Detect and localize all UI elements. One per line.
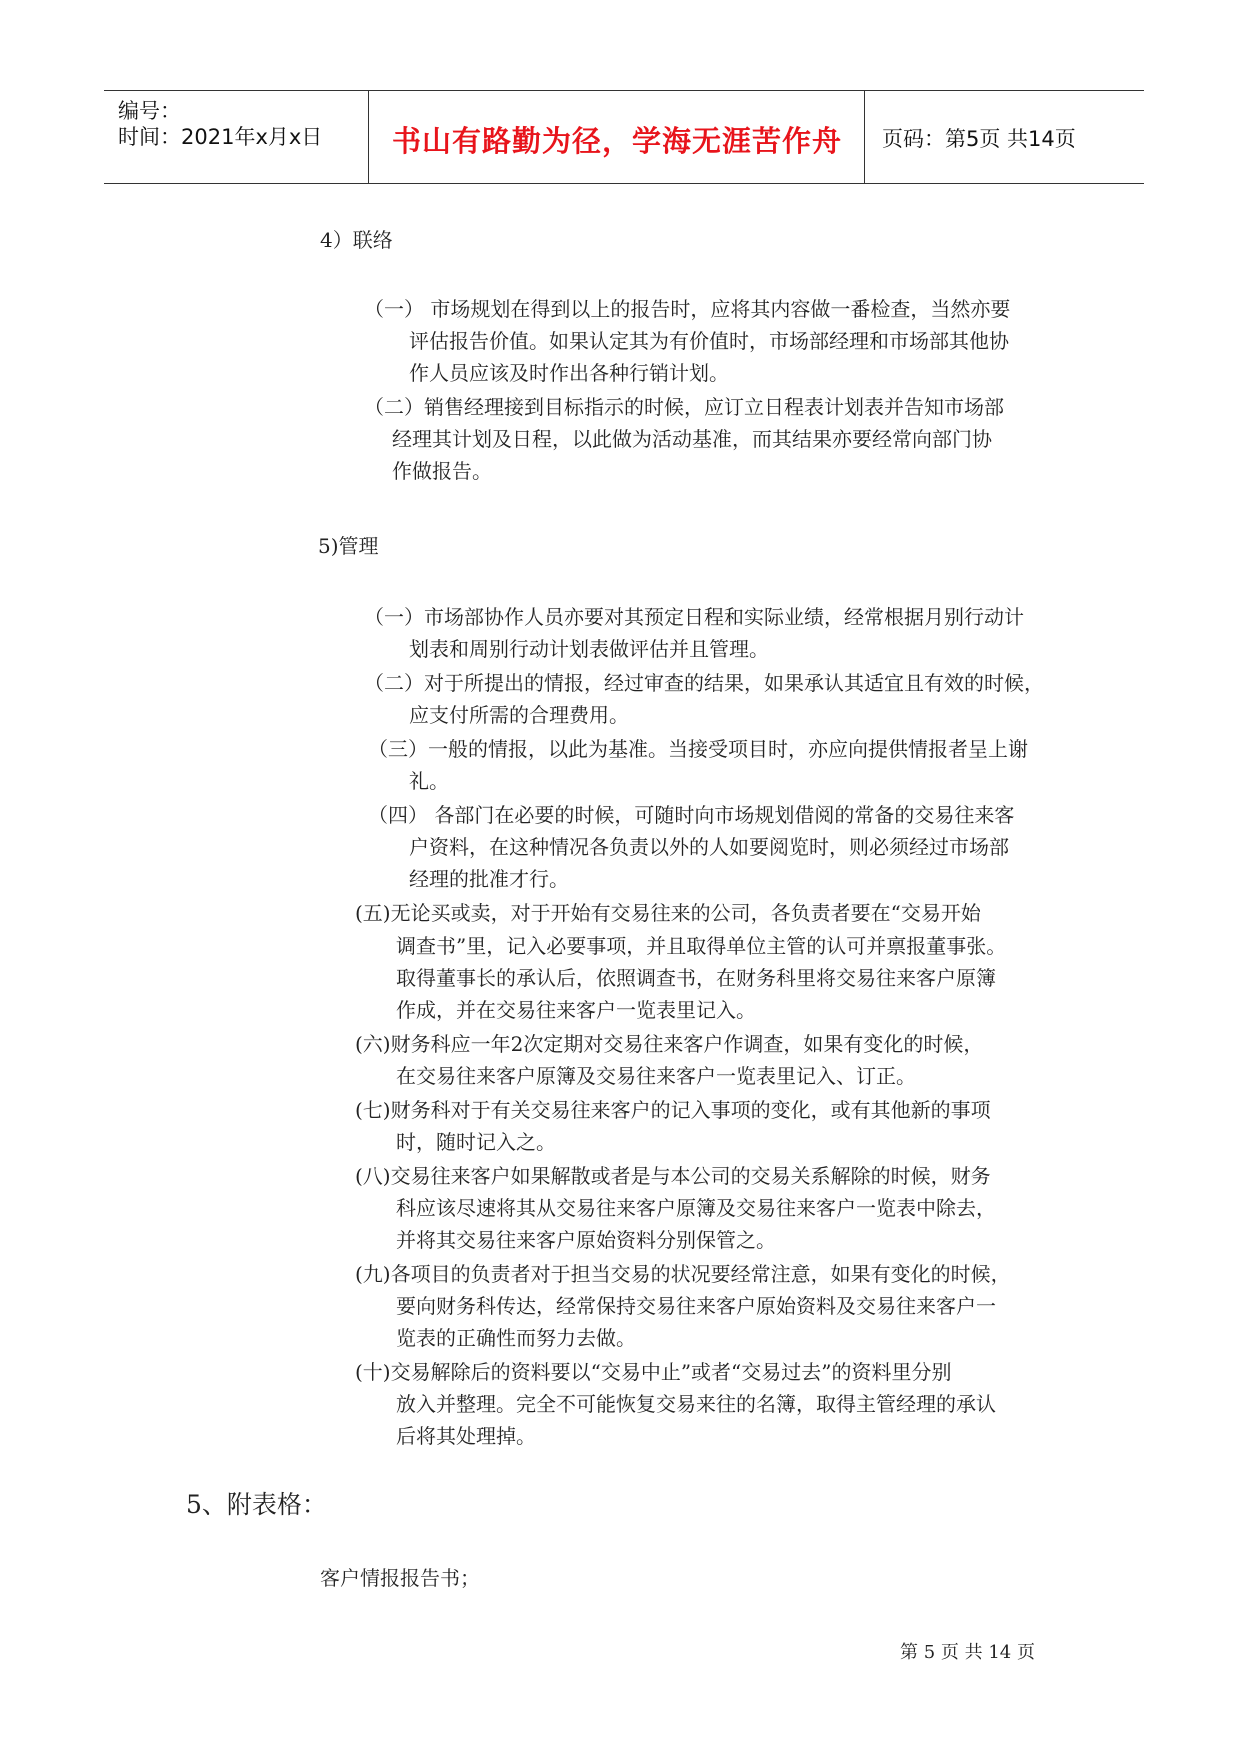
text-line: （四） 各部门在必要的时候，可随时向市场规划借阅的常备的交易往来客 [368, 803, 1015, 827]
header-middle-cell [370, 91, 865, 183]
text-line: 经理其计划及日程，以此做为活动基准，而其结果亦要经常向部门协 [392, 427, 992, 451]
text-line: （一） 市场规划在得到以上的报告时，应将其内容做一番检查，当然亦要 [364, 297, 1011, 321]
page-footer: 第 5 页 共 14 页 [900, 1642, 1035, 1663]
text-line: 经理的批准才行。 [409, 867, 569, 891]
text-line: 应支付所需的合理费用。 [409, 703, 629, 727]
text-line: （二）对于所提出的情报，经过审查的结果，如果承认其适宜且有效的时候， [364, 671, 1044, 695]
section-heading-management: 5)管理 [318, 534, 379, 558]
text-line: 后将其处理掉。 [396, 1424, 536, 1448]
text-line: (九)各项目的负责者对于担当交易的状况要经常注意，如果有变化的时候， [355, 1262, 1011, 1286]
text-line: 礼。 [409, 769, 449, 793]
text-line: 要向财务科传达，经常保持交易往来客户原始资料及交易往来客户一 [396, 1294, 996, 1318]
text-line: 户资料，在这种情况各负责以外的人如要阅览时，则必须经过市场部 [409, 835, 1009, 859]
text-line: （一）市场部协作人员亦要对其预定日程和实际业绩，经常根据月别行动计 [364, 605, 1024, 629]
text-line: 调查书”里，记入必要事项，并且取得单位主管的认可并禀报董事张。 [396, 934, 1007, 958]
section-heading-liaison: 4）联络 [320, 228, 393, 252]
document-number-label: 编号： [118, 99, 181, 123]
document-time-label: 时间：2021年x月x日 [118, 125, 323, 149]
text-line: 放入并整理。完全不可能恢复交易来往的名簿，取得主管经理的承认 [396, 1392, 996, 1416]
attachments-heading: 5、附表格： [186, 1490, 327, 1519]
text-line: （二）销售经理接到目标指示的时候，应订立日程表计划表并告知市场部 [364, 395, 1004, 419]
text-line: 作成，并在交易往来客户一览表里记入。 [396, 998, 756, 1022]
text-line: (七)财务科对于有关交易往来客户的记入事项的变化，或有其他新的事项 [355, 1098, 991, 1122]
text-line: 并将其交易往来客户原始资料分别保管之。 [396, 1228, 776, 1252]
attachment-item: 客户情报报告书； [320, 1566, 480, 1590]
text-line: (五)无论买或卖，对于开始有交易往来的公司，各负责者要在“交易开始 [355, 901, 981, 925]
text-line: 评估报告价值。如果认定其为有价值时，市场部经理和市场部其他协 [409, 329, 1009, 353]
text-line: (六)财务科应一年2次定期对交易往来客户作调查，如果有变化的时候， [355, 1032, 984, 1056]
page-header [104, 90, 1144, 184]
header-right-cell [866, 91, 1144, 183]
text-line: 在交易往来客户原簿及交易往来客户一览表里记入、订正。 [396, 1064, 916, 1088]
header-left-cell [104, 91, 369, 183]
text-line: 作人员应该及时作出各种行销计划。 [409, 361, 729, 385]
text-line: (十)交易解除后的资料要以“交易中止”或者“交易过去”的资料里分别 [355, 1360, 952, 1384]
header-motto: 书山有路勤为径，学海无涯苦作舟 [391, 124, 842, 158]
header-page-label: 页码：第5页 共14页 [882, 127, 1076, 151]
text-line: 作做报告。 [392, 459, 492, 483]
text-line: 划表和周别行动计划表做评估并且管理。 [409, 637, 769, 661]
text-line: 取得董事长的承认后，依照调查书，在财务科里将交易往来客户原簿 [396, 966, 996, 990]
text-line: 览表的正确性而努力去做。 [396, 1326, 636, 1350]
text-line: 时，随时记入之。 [396, 1130, 556, 1154]
text-line: （三）一般的情报，以此为基准。当接受项目时，亦应向提供情报者呈上谢 [368, 737, 1028, 761]
text-line: 科应该尽速将其从交易往来客户原簿及交易往来客户一览表中除去， [396, 1196, 996, 1220]
text-line: (八)交易往来客户如果解散或者是与本公司的交易关系解除的时候，财务 [355, 1164, 991, 1188]
